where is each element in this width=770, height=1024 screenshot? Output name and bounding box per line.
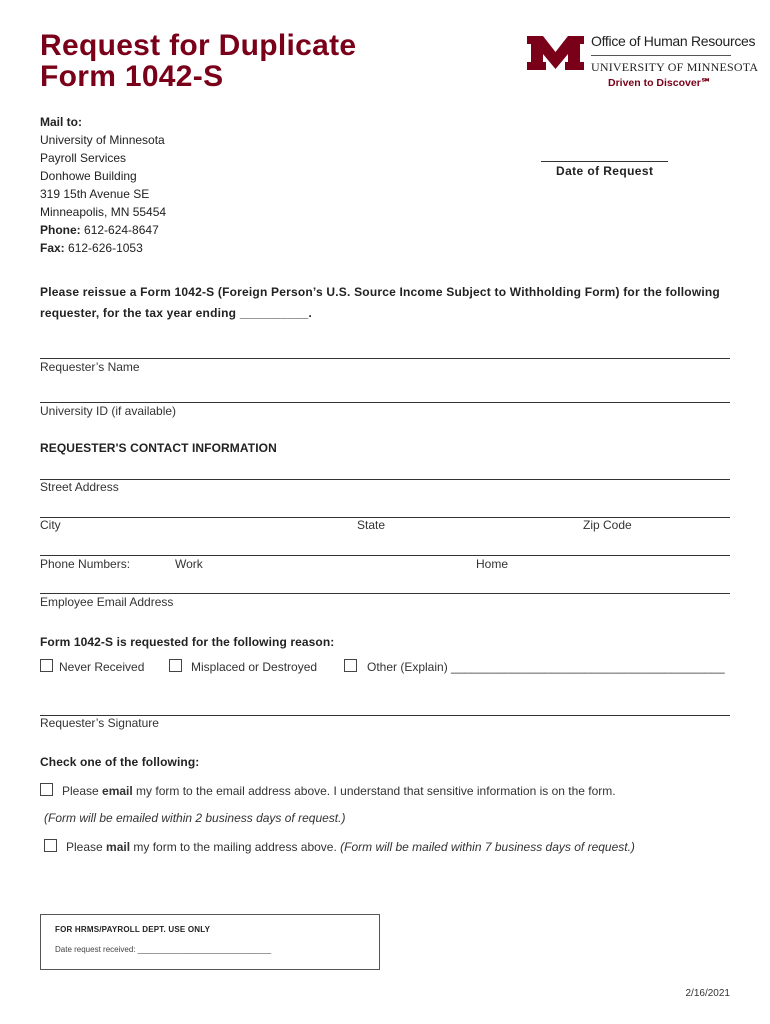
misplaced-checkbox[interactable]	[169, 659, 182, 672]
mail-to-block	[40, 113, 166, 257]
logo-divider	[591, 55, 731, 56]
revision-date: 2/16/2021	[685, 988, 730, 999]
state-label: State	[357, 518, 386, 532]
phone-line: Phone: 612-624-8647	[40, 223, 159, 237]
requester-name-label: Requester’s Name	[40, 360, 140, 374]
page-title	[40, 30, 356, 92]
mail-form-checkbox[interactable]	[44, 839, 57, 852]
home-phone-label: Home	[476, 557, 509, 571]
fax-line: Fax: 612-626-1053	[40, 241, 143, 255]
date-of-request-label: Date of Request	[556, 164, 654, 178]
email-form-option: Please email my form to the email address above. I understand that sensitive information is on the form.	[62, 784, 616, 798]
logo-university-name: UNIVERSITY OF MINNESOTA	[591, 60, 759, 74]
university-id-field[interactable]	[40, 402, 730, 403]
email-form-note: (Form will be emailed within 2 business days of request.)	[44, 811, 346, 825]
zip-code-label: Zip Code	[583, 518, 632, 532]
logo-tagline: Driven to Discover℠	[608, 77, 712, 89]
never-received-label: Never Received	[59, 660, 145, 674]
office-use-box	[40, 914, 380, 970]
signature-label: Requester’s Signature	[40, 716, 159, 730]
phone-numbers-field[interactable]	[40, 555, 730, 556]
title-line-1: Request for Duplicate	[40, 29, 357, 62]
date-received-line: Date request received: ______________________________	[55, 945, 272, 954]
check-one-heading: Check one of the following:	[40, 755, 200, 769]
requester-name-field[interactable]	[40, 358, 730, 359]
email-form-checkbox[interactable]	[40, 783, 53, 796]
work-phone-label: Work	[175, 557, 203, 571]
mail-line-2: Payroll Services	[40, 151, 127, 165]
mail-line-5: Minneapolis, MN 55454	[40, 205, 167, 219]
misplaced-label: Misplaced or Destroyed	[191, 660, 318, 674]
city-label: City	[40, 518, 61, 532]
mail-line-1: University of Minnesota	[40, 133, 165, 147]
other-reason-label: Other (Explain) _________________________________________	[367, 660, 725, 674]
office-use-heading: FOR HRMS/PAYROLL DEPT. USE ONLY	[55, 925, 211, 934]
intro-paragraph: Please reissue a Form 1042-S (Foreign Person’s U.S. Source Income Subject to Withholding Form) for the following requester, for the tax year ending __________.	[40, 285, 720, 320]
other-reason-checkbox[interactable]	[344, 659, 357, 672]
employee-email-field[interactable]	[40, 593, 730, 594]
university-id-label: University ID (if available)	[40, 404, 177, 418]
employee-email-label: Employee Email Address	[40, 595, 174, 609]
mail-line-4: 319 15th Avenue SE	[40, 187, 150, 201]
street-address-label: Street Address	[40, 480, 119, 494]
date-of-request-field[interactable]	[541, 161, 668, 162]
street-address-field[interactable]	[40, 479, 730, 480]
never-received-checkbox[interactable]	[40, 659, 53, 672]
logo-office-name: Office of Human Resources	[591, 33, 756, 49]
phone-numbers-label: Phone Numbers:	[40, 557, 131, 571]
contact-info-heading: REQUESTER'S CONTACT INFORMATION	[40, 441, 277, 455]
mail-form-option: Please mail my form to the mailing address above. (Form will be mailed within 7 business days of request.)	[66, 840, 635, 854]
mail-to-heading: Mail to:	[40, 115, 82, 129]
reason-heading: Form 1042-S is requested for the following reason:	[40, 635, 335, 649]
mail-line-3: Donhowe Building	[40, 169, 137, 183]
university-m-logo	[527, 36, 584, 70]
title-line-2: Form 1042-S	[40, 60, 224, 93]
